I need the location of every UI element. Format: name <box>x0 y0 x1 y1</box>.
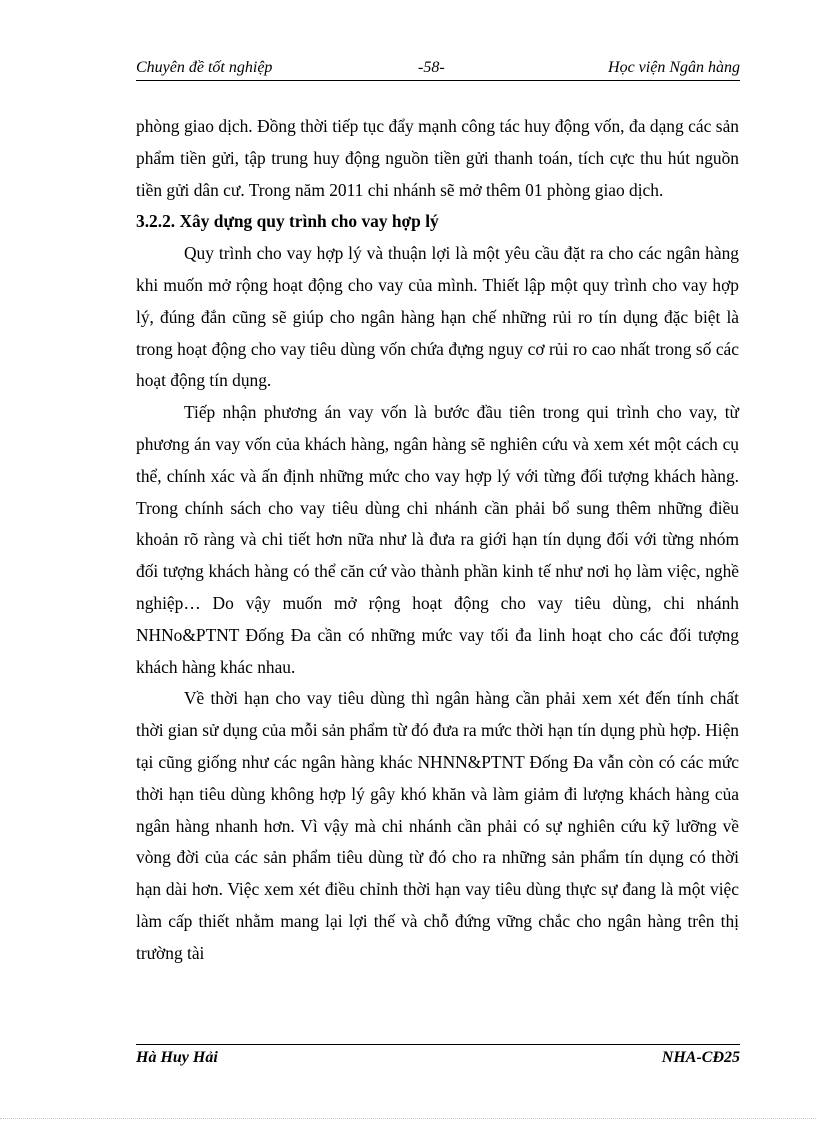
header-page-number: -58- <box>418 59 445 76</box>
footer-class-code: NHA-CĐ25 <box>661 1049 740 1066</box>
header-document-type: Chuyên đề tốt nghiệp <box>136 59 273 76</box>
paragraph-lending-process: Quy trình cho vay hợp lý và thuận lợi là một yêu cầu đặt ra cho các ngân hàng khi muốn mở rộng hoạt động cho vay của mình. Thiết lập một quy trình cho vay hợp lý, đúng đắn cũng sẽ giúp cho ngân hàng hạn chế những rủi ro tín dụng đặc biệt là trong hoạt động cho vay tiêu dùng vốn chứa đựng nguy cơ rủi ro cao nhất trong số các hoạt động tín dụng. <box>136 243 739 391</box>
section-heading: 3.2.2. Xây dựng quy trình cho vay hợp lý <box>136 211 439 232</box>
header-institution: Học viện Ngân hàng <box>608 59 740 76</box>
page-footer <box>136 1044 740 1073</box>
paragraph-continuation: phòng giao dịch. Đồng thời tiếp tục đẩy mạnh công tác huy động vốn, đa dạng các sản phẩm tiền gửi, tập trung huy động nguồn tiền gửi thanh toán, tích cực thu hút nguồn tiền gửi dân cư. Trong năm 2011 chi nhánh sẽ mở thêm 01 phòng giao dịch. <box>136 116 739 200</box>
page-header <box>136 56 740 81</box>
page-bottom-edge <box>0 1118 816 1119</box>
paragraph-loan-plan: Tiếp nhận phương án vay vốn là bước đầu tiên trong qui trình cho vay, từ phương án vay vốn của khách hàng, ngân hàng sẽ nghiên cứu và xem xét một cách cụ thể, chính xác và ấn định những mức cho vay hợp lý với từng đối tượng khách hàng. Trong chính sách cho vay tiêu dùng chi nhánh cần phải bổ sung thêm những điều khoản rõ ràng và chi tiết hơn nữa như là đưa ra giới hạn tín dụng đối với từng nhóm đối tượng khách hàng có thể căn cứ vào thành phần kinh tế như nơi họ làm việc, nghề nghiệp… Do vậy muốn mở rộng hoạt động cho vay tiêu dùng, chi nhánh NHNo&PTNT Đống Đa cần có những mức vay tối đa linh hoạt cho các đối tượng khách hàng khác nhau. <box>136 402 739 677</box>
footer-author: Hà Huy Hải <box>136 1049 218 1066</box>
paragraph-loan-term: Về thời hạn cho vay tiêu dùng thì ngân hàng cần phải xem xét đến tính chất thời gian sử dụng của mỗi sản phẩm từ đó đưa ra mức thời hạn tín dụng phù hợp. Hiện tại cũng giống như các ngân hàng khác NHNN&PTNT Đống Đa vẫn còn có các mức thời hạn tiêu dùng không hợp lý gây khó khăn và làm giảm đi lượng khách hàng của ngân hàng nhanh hơn. Vì vậy mà chi nhánh cần phải có sự nghiên cứu kỹ lưỡng về vòng đời của các sản phẩm tiêu dùng từ đó cho ra những sản phẩm tín dụng có thời hạn dài hơn. Việc xem xét điều chỉnh thời hạn vay tiêu dùng thực sự đang là một việc làm cấp thiết nhằm mang lại lợi thế và chỗ đứng vững chắc cho ngân hàng trên thị trường tài <box>136 688 739 963</box>
page-body <box>136 111 739 970</box>
